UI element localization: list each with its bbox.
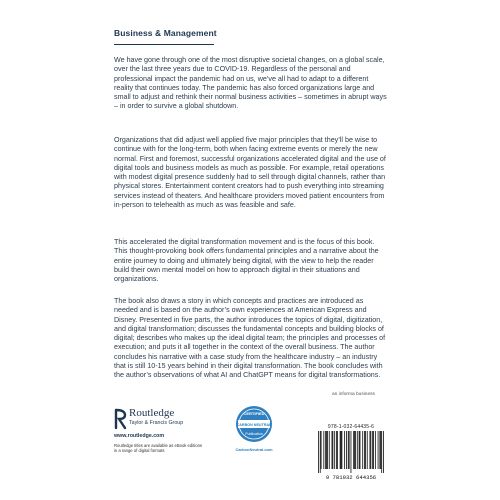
barcode-bar <box>380 431 381 469</box>
informa-tagline: an informa business <box>332 392 375 397</box>
publisher-name: Routledge <box>129 407 175 419</box>
barcode-bar <box>334 431 335 469</box>
barcode-bar <box>327 431 328 469</box>
isbn-label: 978-1-032-64435-6 <box>327 424 375 430</box>
barcode-bar <box>381 431 382 473</box>
badge-sub-text: Publication <box>245 432 263 436</box>
blurb-paragraph-2: Organizations that did adjust well applied five major principles that they’ll be wise to continue with for the long-term, both when facing extreme events or merely the new normal. First and foremost, successful organizations accelerated digital and the use of digital tools and business models as much as possible. For example, retail operations with modest digital presence suddenly had to sell through digital channels, rather than physical stores. Entertainment content creators had to push everything into streaming services instead of theaters. And healthcare providers moved patient encounters from in-person to telehealth as much as was feasible and safe. <box>114 136 386 210</box>
publisher-url[interactable]: www.routledge.com <box>114 433 165 439</box>
blurb-paragraph-1: We have gone through one of the most disruptive societal changes, on a global scale, over the last three years due to COVID-19. Regardless of the personal and professional impact the pandemic had on us, we’ve all had to adapt to a different reality that continues today. The pandemic has also forced organizations large and small to adjust and rethink their normal business activities – sometimes in abrupt ways – in order to survive a global shutdown. <box>114 56 387 111</box>
carbon-neutral-badge-icon <box>234 404 274 456</box>
barcode-bar <box>355 431 356 469</box>
barcode-bar <box>359 431 360 469</box>
badge-url-text: CarbonNeutral.com <box>235 447 273 452</box>
blurb-paragraph-3: This accelerated the digital transformation movement and is the focus of this book. This thought-provoking book offers fundamental principles and a narrative about the entire journey to doing and ultimately being digital, with the view to help the reader build their own mental model on how to approach digital in their situations and organizations. <box>114 238 379 284</box>
barcode-bar <box>367 431 368 469</box>
barcode-bar <box>325 431 326 469</box>
barcode-bar <box>351 431 352 473</box>
barcode-bar <box>326 431 327 469</box>
barcode-icon <box>312 431 390 481</box>
barcode-bar <box>332 431 333 469</box>
barcode-bar <box>349 431 350 469</box>
category-label: Business & Management <box>114 28 217 38</box>
barcode-bar <box>353 431 354 469</box>
barcode-bar <box>372 431 373 469</box>
barcode-bar <box>360 431 361 469</box>
badge-middle-text: CARBON NEUTRAL <box>236 423 272 427</box>
barcode-bar <box>370 431 371 469</box>
barcode-bar <box>365 431 366 469</box>
barcode-bar <box>379 431 380 469</box>
ebook-note: Routledge titles are available as eBook editions in a range of digital formats <box>114 443 202 454</box>
barcode-bar <box>378 431 379 469</box>
barcode-bar <box>346 431 347 469</box>
barcode-bar <box>318 431 319 473</box>
barcode-bar <box>370 431 371 469</box>
barcode-bar <box>329 431 330 469</box>
badge-top-text: CERTIFIED <box>243 411 265 416</box>
barcode-digits: 9 781032 644356 <box>325 474 377 481</box>
barcode-bar <box>373 431 374 469</box>
barcode-bar <box>340 431 341 469</box>
barcode-bar <box>375 431 376 469</box>
barcode-bar <box>354 431 355 469</box>
barcode-block <box>312 424 390 482</box>
barcode-bar <box>344 431 345 469</box>
barcode-bar <box>342 431 343 469</box>
publisher-group: Taylor & Francis Group <box>129 420 184 426</box>
barcode-bar <box>320 431 321 473</box>
routledge-logo-icon <box>114 408 127 430</box>
barcode-bar <box>362 431 363 469</box>
barcode-bar <box>364 431 365 469</box>
barcode-bar <box>332 431 333 469</box>
barcode-bar <box>341 431 342 469</box>
blurb-paragraph-4: The book also draws a story in which concepts and practices are introduced as needed and is based on the author’s own experiences at American Express and Disney. Presented in five parts, the author introduces the topics of digital, digitization, and digital transformation; discusses the fundamental concepts and building blocks of digital; describes who makes up the ideal digital team; the principles and processes of execution; and puts it all together in the context of the overall business. The author concludes his narrative with a case study from the healthcare industry – an industry that is still 10-15 years behind in their digital transformation. The book concludes with the author’s observations of what AI and ChatGPT means for digital transformations. <box>114 297 386 380</box>
barcode-bar <box>323 431 324 469</box>
barcode-bar <box>336 431 337 469</box>
barcode-bar <box>337 431 338 469</box>
barcode-bar <box>348 431 349 469</box>
barcode-bar <box>383 431 384 473</box>
barcode-bar <box>321 431 322 469</box>
barcode-bar <box>357 431 358 469</box>
publisher-block <box>114 407 214 441</box>
category-divider <box>114 44 214 45</box>
